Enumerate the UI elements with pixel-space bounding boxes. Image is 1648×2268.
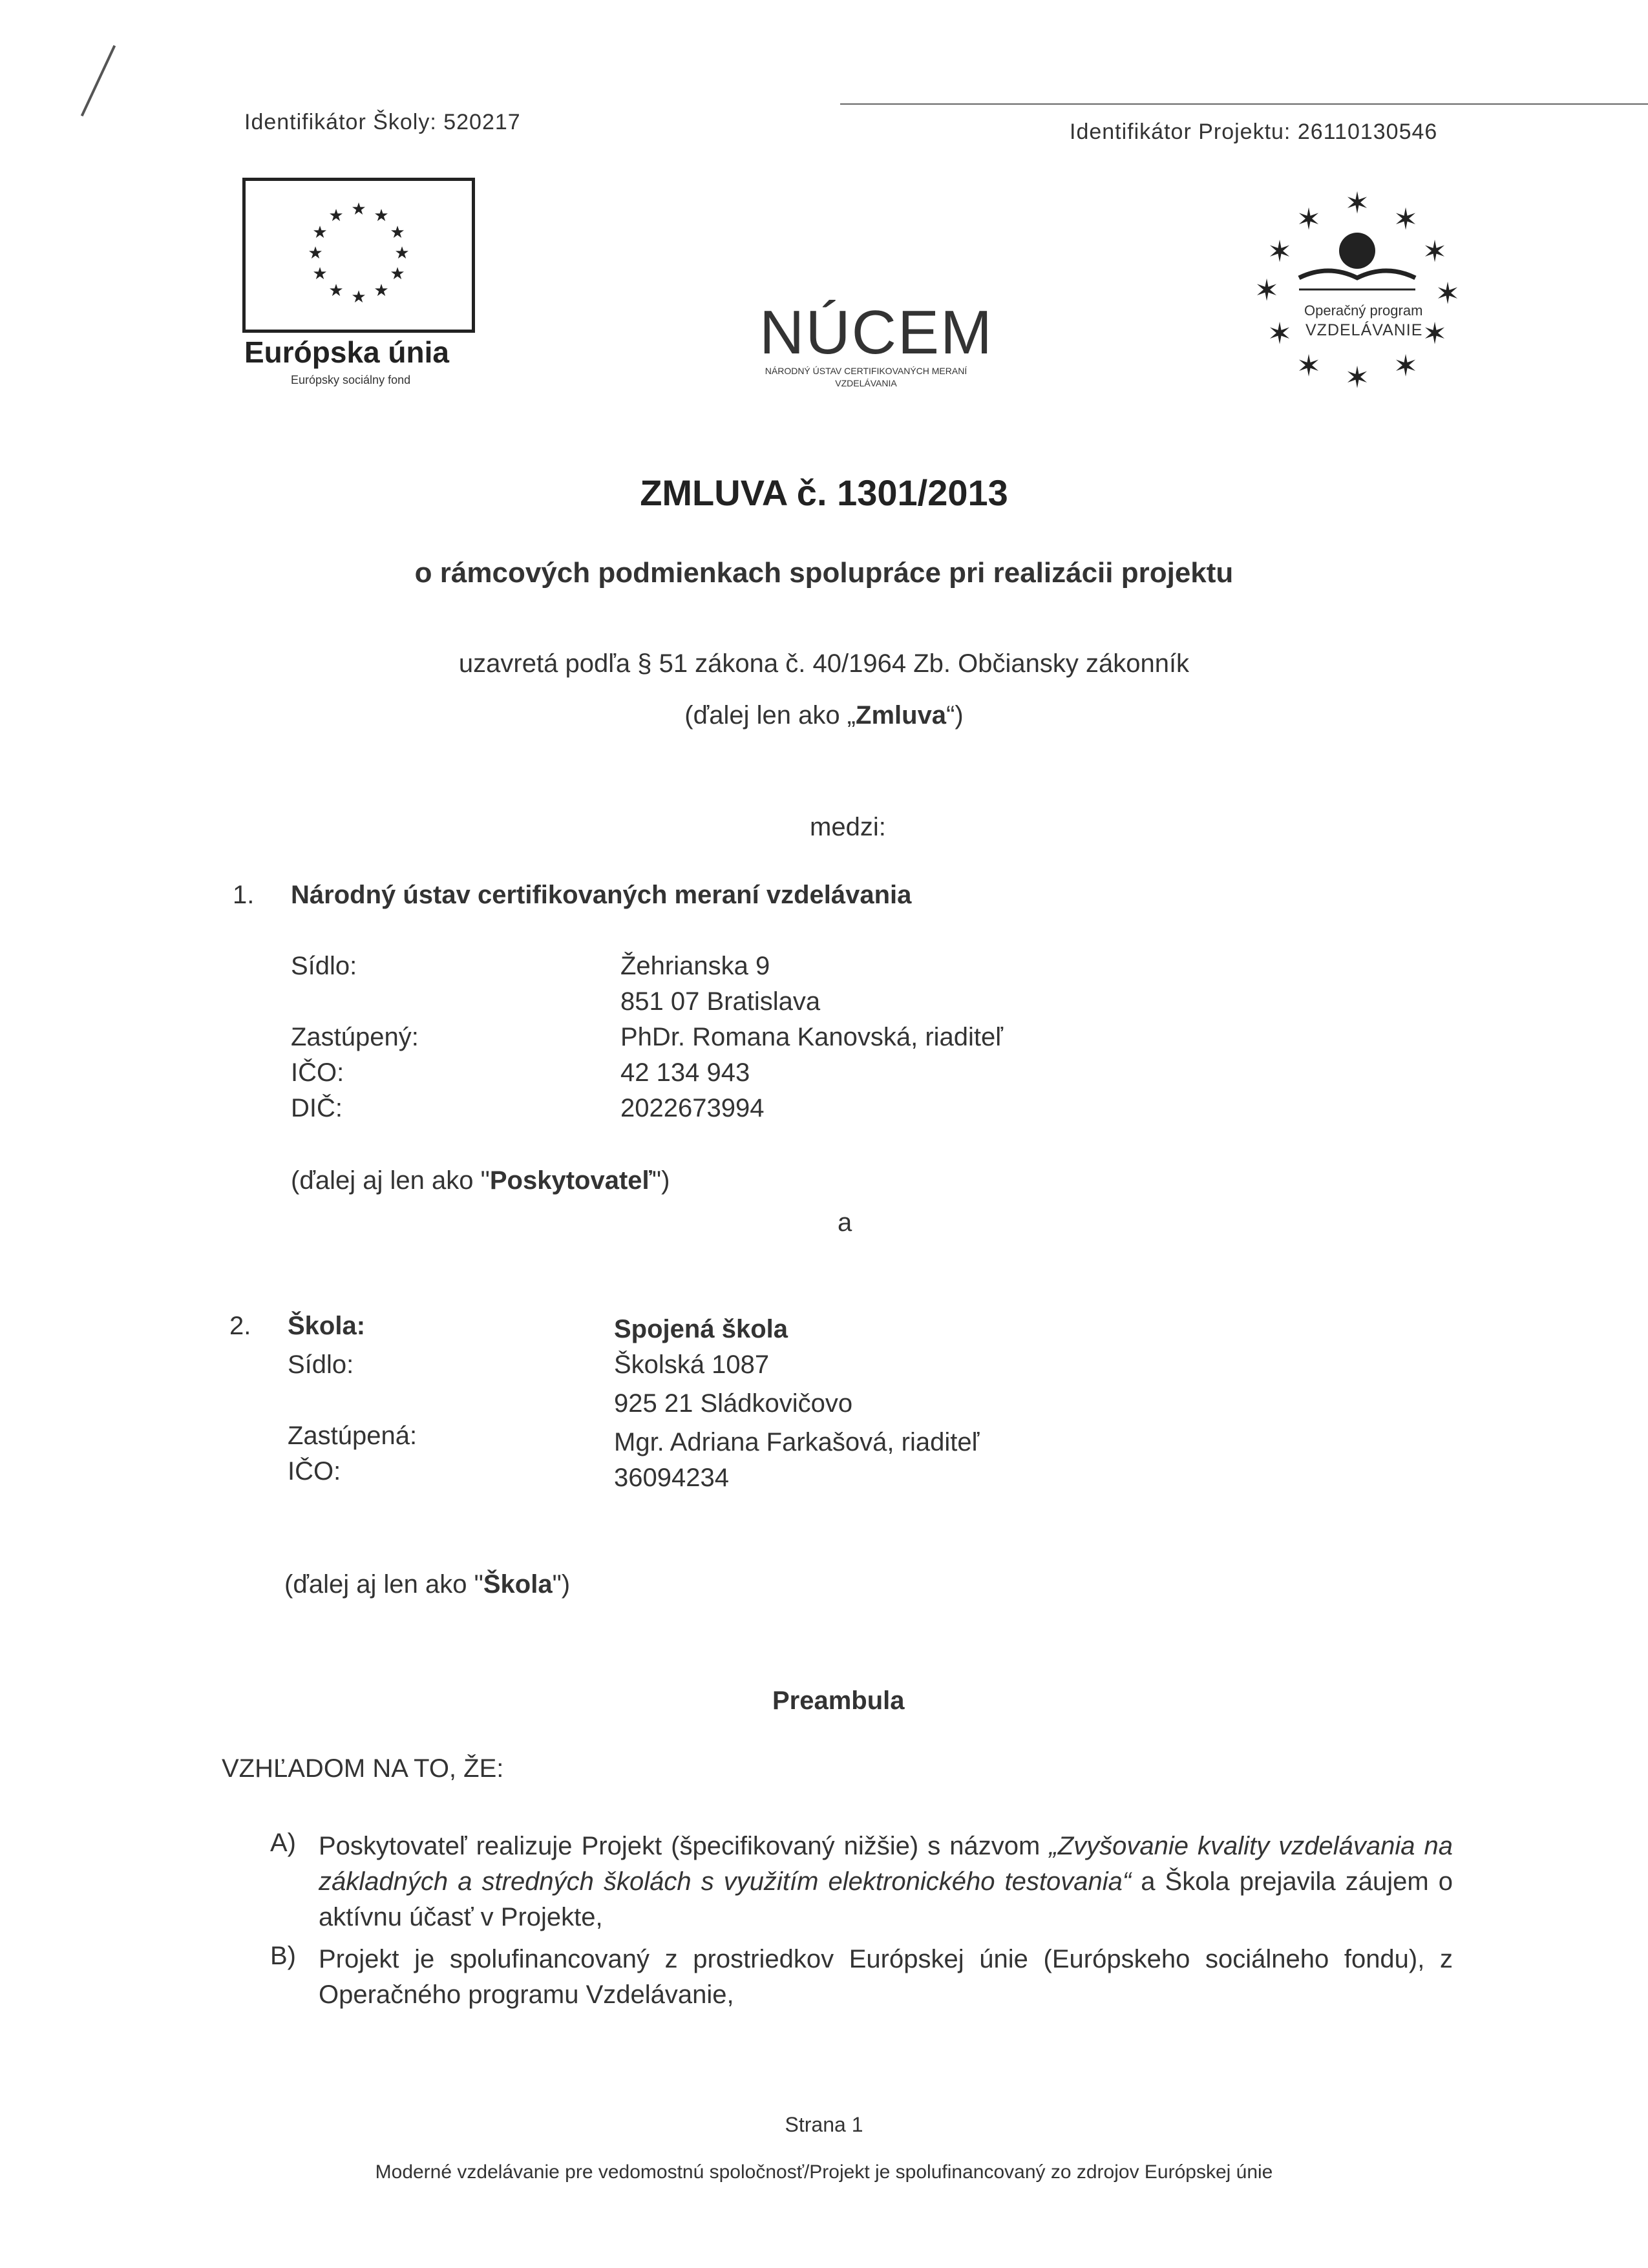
between-label: medzi: [810,813,886,841]
eu-flag-logo [242,178,475,333]
preamble-item-a-text-after: a Škola prejavila záujem o aktívnu účasť v Projekte, [319,1867,1453,1931]
contract-title: ZMLUVA č. 1301/2013 [640,472,1008,513]
preamble-item-a [319,1829,1453,1935]
svg-text:★: ★ [351,200,366,219]
svg-text:✶: ✶ [1267,316,1293,351]
op-program-label: Operačný program [1304,302,1423,319]
party2-label-ico: IČO: [288,1457,341,1486]
contract-alias [0,701,1648,730]
party2-address-street: Školská 1087 [614,1350,770,1379]
eu-stars-icon [246,181,472,330]
party1-alias-name: Poskytovateľ [489,1166,652,1195]
preamble-item-a-text-before: Poskytovateľ realizuje Projekt (špecifikovaný nižšie) s názvom [319,1832,1050,1860]
svg-text:✶: ✶ [1254,273,1280,308]
party2-label-seat: Sídlo: [288,1350,354,1379]
party1-alias [291,1166,670,1195]
page-number: Strana 1 [785,2113,863,2136]
party2-ico: 36094234 [614,1464,729,1492]
svg-text:★: ★ [390,223,405,242]
contract-subject: o rámcových podmienkach spolupráce pri realizácii projektu [414,557,1234,589]
preamble-item-a-project-name: „Zvyšovanie kvality vzdelávania na základných a stredných školách s využitím elektronického testovania“ [319,1832,1453,1896]
svg-text:★: ★ [312,264,328,284]
party1-ico: 42 134 943 [620,1058,750,1087]
svg-text:★: ★ [374,281,389,300]
svg-text:★: ★ [374,206,389,226]
svg-text:★: ★ [390,264,405,284]
scan-mark [81,45,116,116]
party1-label-ico: IČO: [291,1058,344,1087]
party1-label-seat: Sídlo: [291,952,357,980]
and-label: a [838,1208,852,1237]
party1-name: Národný ústav certifikovaných meraní vzdelávania [291,881,912,909]
party1-label-dic: DIČ: [291,1094,343,1122]
party2-address-city: 925 21 Sládkovičovo [614,1389,853,1418]
party1-representative: PhDr. Romana Kanovská, riaditeľ [620,1023,1003,1051]
party2-alias-prefix: (ďalej aj len ako " [284,1570,483,1599]
party2-number: 2. [229,1312,251,1340]
party2-label: Škola: [288,1312,366,1340]
party1-number: 1. [233,881,255,909]
svg-text:✶: ✶ [1296,348,1322,383]
nucem-subtitle: NÁRODNÝ ÚSTAV CERTIFIKOVANÝCH MERANÍ VZDELÁVANIA [765,366,967,388]
preamble-intro: VZHĽADOM NA TO, ŽE: [222,1754,504,1783]
nucem-logo: NÚCEM [759,298,993,367]
preamble-item-b: Projekt je spolufinancovaný z prostriedkov Európskej únie (Európskeho sociálneho fondu), z Operačného programu Vzdelávanie, [319,1945,1453,2009]
party1-label-representative: Zastúpený: [291,1023,419,1051]
party2-name: Spojená škola [614,1315,788,1343]
svg-text:✶: ✶ [1435,276,1461,311]
svg-text:★: ★ [312,223,328,242]
svg-text:✶: ✶ [1296,202,1322,236]
svg-text:★: ★ [328,281,344,300]
school-identifier: Identifikátor Školy: 520217 [244,110,521,134]
project-identifier: Identifikátor Projektu: 26110130546 [1070,120,1438,144]
alias-prefix: (ďalej len ako „ [684,701,856,730]
header-rule [840,103,1648,105]
party2-alias [284,1570,570,1599]
alias-name: Zmluva [856,701,947,730]
eu-title: Európska únia [244,335,449,369]
op-vzdelavanie-logo [1254,181,1461,401]
svg-text:✶: ✶ [1267,234,1293,269]
party2-label-representative: Zastúpená: [288,1422,417,1450]
footer-slogan: Moderné vzdelávanie pre vedomostnú spoločnosť/Projekt je spolufinancovaný zo zdrojov Európskej únie [375,2161,1273,2183]
svg-text:✶: ✶ [1393,348,1419,383]
svg-text:★: ★ [308,244,323,263]
party2-alias-name: Škola [483,1570,553,1599]
svg-text:✶: ✶ [1344,185,1370,220]
party2-representative: Mgr. Adriana Farkašová, riaditeľ [614,1428,980,1456]
svg-text:✶: ✶ [1393,202,1419,236]
svg-text:✶: ✶ [1422,316,1448,351]
eu-subtitle: Európsky sociálny fond [291,373,411,386]
party1-address-city: 851 07 Bratislava [620,987,821,1016]
legal-basis: uzavretá podľa § 51 zákona č. 40/1964 Zb. Občiansky zákonník [458,649,1190,678]
svg-text:✶: ✶ [1344,360,1370,395]
alias-suffix: “) [946,701,964,730]
preamble-heading: Preambula [772,1686,905,1715]
preamble-item-b-marker: B) [270,1942,296,1970]
svg-text:★: ★ [328,206,344,226]
party1-alias-suffix: ") [651,1166,670,1195]
party1-address-street: Žehrianska 9 [620,952,770,980]
party1-dic: 2022673994 [620,1094,765,1122]
svg-text:★: ★ [351,288,366,307]
svg-text:★: ★ [394,244,410,263]
preamble-item-a-marker: A) [270,1829,296,1857]
svg-text:✶: ✶ [1422,234,1448,269]
party2-alias-suffix: ") [552,1570,571,1599]
party1-alias-prefix: (ďalej aj len ako " [291,1166,490,1195]
op-vzdelavanie-label: VZDELÁVANIE [1305,321,1423,339]
